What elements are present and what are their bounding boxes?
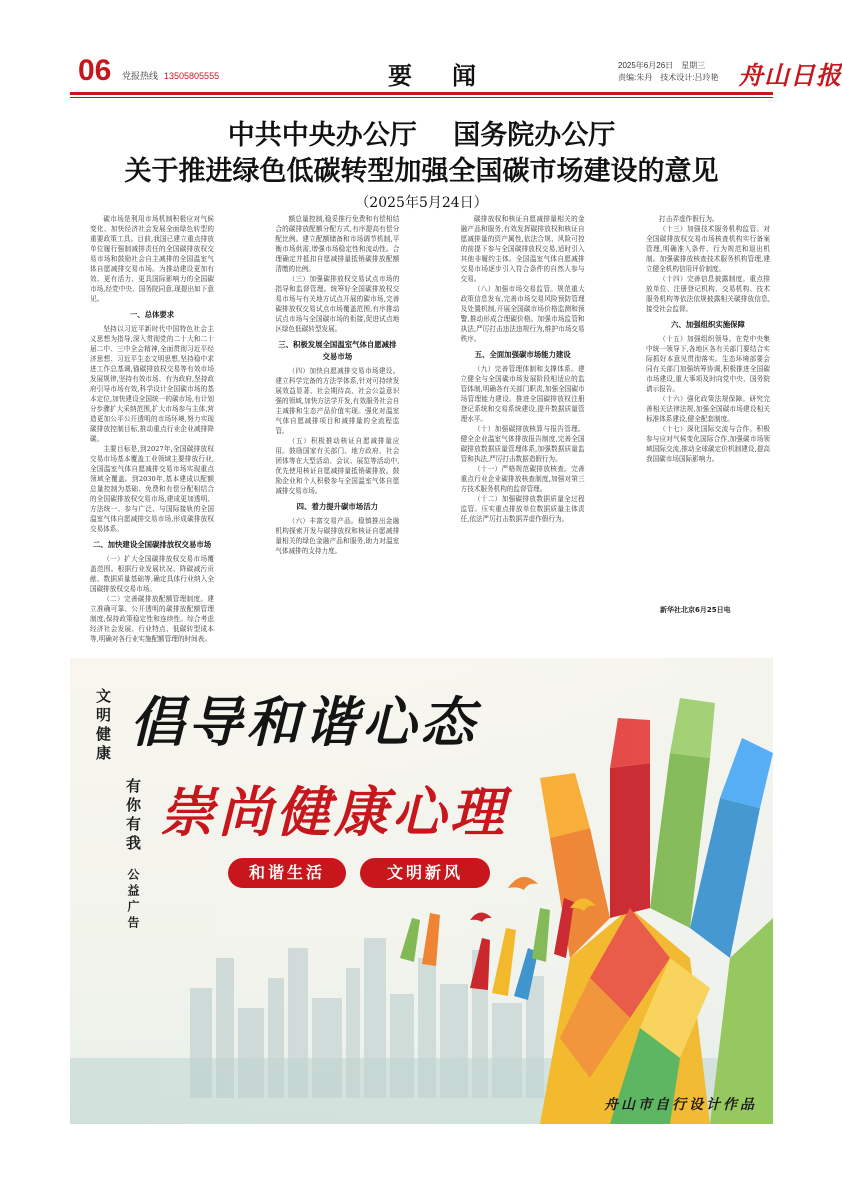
dateline: [618, 60, 718, 84]
section-heading: 六、加强组织实施保障: [671, 320, 745, 329]
headline: [70, 118, 773, 214]
page-number: 06: [78, 54, 112, 87]
headline-date: （2025年5月24日）: [355, 195, 488, 211]
section-heading: 三、积极发展全国温室气体自愿减排交易市场: [278, 340, 397, 361]
article-paragraph: （六）丰富交易产品。稳慎推出金融机构探索开发与碳排放权和核证自愿减排量相关的绿色金融产品和服务,助力对温室气体减排的支持力度。: [275, 517, 400, 555]
news-credit: 新华社北京6月25日电: [660, 606, 731, 614]
article-paragraph: （十四）完善信息披露制度。重点排放单位、注册登记机构、交易机构、技术服务机构等依法依规披露相关碳排放信息,接受社会监督。: [645, 275, 770, 313]
editors: 责编:朱丹 技术设计:吕玲艳: [618, 73, 719, 82]
article-paragraph: （十）加强碳排放核算与报告管理。健全企业温室气体排放报告制度,完善全国碳排放数据质量管理体系,加强数据质量监管和执法,严厉打击数据造假行为。: [460, 425, 585, 463]
section-heading: 一、总体要求: [129, 310, 175, 319]
article-paragraph: 额总量控制,稳妥推行免费和有偿相结合的碳排放配额分配方式,有序提高有偿分配比例。建立配额储备和市场调节机制,平衡市场供需,增强市场稳定性和流动性。合理确定并抵扣自愿减排量抵销碳排放配额清缴的比例。: [275, 215, 400, 273]
article-paragraph: （十七）深化国际交流与合作。积极参与应对气候变化国际合作,加强碳市场领域国际交流,推动全球碳定价机制建设,提高我国碳市场国际影响力。: [645, 425, 770, 463]
article-paragraph: 碳市场是利用市场机制积极应对气候变化、加快经济社会发展全面绿色转型的重要政策工具。目前,我国已建立重点排放单位履行强制减排责任的全国碳排放权交易市场和鼓励社会自主减排的全国温室气体自愿减排交易市场。为推动建设更加有效、更有活力、更具国际影响力的全国碳市场,经党中央、国务院同意,现提出如下意见。: [90, 215, 214, 303]
pill-harmonious-life: 和谐生活: [228, 858, 346, 888]
article-paragraph: （十一）严格规范碳排放核查。完善重点行业企业碳排放核查制度,加强对第三方技术服务机构的监督管理。: [460, 465, 585, 493]
article-paragraph: （四）加快自愿减排交易市场建设。建立科学完备的方法学体系,针对可持续发展效益显著、社会期待高、社会公益意识强的领域,加快方法学开发,有效服务社会自主减排和生态产品价值实现。强化对温室气体自愿减排项目和减排量的全流程监管。: [275, 367, 400, 435]
section-heading: 五、全面加强碳市场能力建设: [474, 350, 571, 359]
hotline-phone[interactable]: 13505805555: [164, 71, 220, 81]
article-paragraph: （十六）强化政策法规保障。研究完善相关法律法规,加强全国碳市场建设相关标准体系建设,健全配套制度。: [645, 395, 770, 423]
article-paragraph: （八）加强市场交易监管。规范重大政策信息发布,完善市场交易风险预防管理及处置机制,开展全国碳市场价格监测和预警,推动形成合理碳价格。加强市场监管和执法,严厉打击违法违规行为,维护市场交易秩序。: [460, 285, 585, 343]
masthead-rule: [70, 92, 773, 95]
article-column: [275, 214, 399, 616]
headline-line-2: 关于推进绿色低碳转型加强全国碳市场建设的意见: [124, 156, 719, 187]
hotline-label: 党报热线: [122, 71, 159, 81]
article-paragraph: 主要目标是,到2027年,全国碳排放权交易市场基本覆盖工业领域主要排放行业,全国温室气体自愿减排交易市场实现重点领域全覆盖。到2030年,基本建成以配额总量控制为基础、免费和有偿分配相结合的全国碳排放权交易市场,建成更加透明、方法统一、参与广泛、与国际接轨的全国温室气体自愿减排交易市场,形成碳排放权交易体系。: [90, 445, 214, 533]
vertical-slogan-1: 文明健康: [94, 688, 112, 764]
article-column: [646, 214, 770, 616]
article-paragraph: （一）扩大全国碳排放权交易市场覆盖范围。根据行业发展状况、降碳减污贡献、数据质量基础等,确定具体行业纳入全国碳排放权交易市场。: [90, 555, 214, 593]
masthead-rule-thin: [70, 97, 773, 98]
article-paragraph: （十二）加强碳排放数据质量全过程监管。压实重点排放单位数据质量主体责任,依法严厉打击数据弄虚作假行为。: [460, 495, 585, 523]
article-paragraph: （九）完善管理体制和支撑体系。建立健全与全国碳市场发展阶段相适应的监管体制,明确各有关部门职责,加强全国碳市场管理能力建设。推进全国碳排放权注册登记系统和交易系统建设,提升数据质量管理水平。: [460, 365, 585, 423]
main-slogan-1: 倡导和谐心态: [130, 691, 478, 754]
section-title: 要 闻: [388, 61, 484, 90]
headline-line-1: 中共中央办公厅 国务院办公厅: [227, 120, 616, 151]
section-heading: 二、加快建设全国碳排放权交易市场: [92, 540, 212, 549]
poster-credit: 舟山市自行设计作品: [604, 1097, 757, 1113]
article-paragraph: 坚持以习近平新时代中国特色社会主义思想为指导,深入贯彻党的二十大和二十届二中、三中全会精神,全面贯彻习近平经济思想、习近平生态文明思想,坚持稳中求进工作总基调,锚碳排放权交易等有效市场发展规律,坚持有效市场、有为政府,坚持政府引导市场有效,科学设计全国碳市场的基本定位,加快建设全国统一的碳市场,有计划分步骤扩大采纳范围,扩大市场参与主体,营造更加公平公开透明的市场环境,努力实现碳排放控制目标,推动重点行业企业减排降碳。: [90, 325, 214, 443]
public-service-label: 公益广告: [126, 868, 140, 932]
section-heading: 四、着力提升碳市场活力: [296, 502, 378, 511]
vertical-slogan-2: 有你有我: [124, 778, 142, 854]
issue-date: 2025年6月26日 星期三: [618, 61, 706, 70]
article-body: [90, 214, 770, 643]
hotline: [122, 69, 219, 82]
article-paragraph: （五）积极推动核证自愿减排量应用。鼓励国家有关部门、地方政府、社会团体等在大型活动、会议、展览等活动中,优先使用核证自愿减排量抵销碳排放。鼓励企业和个人积极参与全国温室气体自愿减排交易市场。: [275, 437, 400, 495]
article-paragraph: （十三）加强技术服务机构监管。对全国碳排放权交易市场核查机构实行备案管理,明确准入条件、行为规范和退出机制。加强碳排放核查技术服务机构管理,建立健全机构信用评价制度。: [645, 225, 770, 273]
article-column: [90, 214, 214, 643]
article-paragraph: 打击弄虚作假行为。: [659, 215, 719, 223]
main-slogan-2: 崇尚健康心理: [160, 781, 508, 844]
public-service-poster: [70, 658, 773, 1124]
article-paragraph: （十五）加强组织领导。在党中央集中统一领导下,各地区各有关部门要结合实际抓好本意见贯彻落实。生态环境部要会同有关部门加强统筹协调,积极推进全国碳市场建设,重大事项及时向党中央、国务院请示报告。: [645, 335, 770, 393]
masthead: [70, 54, 842, 94]
article-paragraph: 碳排放权和核证自愿减排量相关的金融产品和服务,有效发挥碳排放权和核证自愿减排量的资产属性,依法合规、风险可控的前提下参与全国碳排放权交易,适时引入其他非履约主体。全国温室气体自愿减排交易市场逐步引入符合条件的自然人参与交易。: [460, 215, 585, 283]
paper-logo: 舟山日报: [738, 61, 842, 90]
pill-civilized-style: 文明新风: [360, 858, 490, 888]
article-paragraph: （二）完善碳排放配额管理制度。建立准确可靠、公开透明的碳排放配额管理制度,保持政策稳定性和连续性。综合考虑经济社会发展、行业特点、低碳转型成本等,明确对各行业实施配额管理的时间表。: [90, 595, 214, 643]
article-paragraph: （三）加强碳排放权交易试点市场的指导和监督管理。统筹好全国碳排放权交易市场与有关地方试点开展的碳市场,完善碳排放权交易试点市场覆盖范围,有序推动试点市场与全国碳市场的衔接,促进试点地区绿色低碳转型发展。: [275, 275, 400, 333]
article-column: [461, 214, 585, 616]
